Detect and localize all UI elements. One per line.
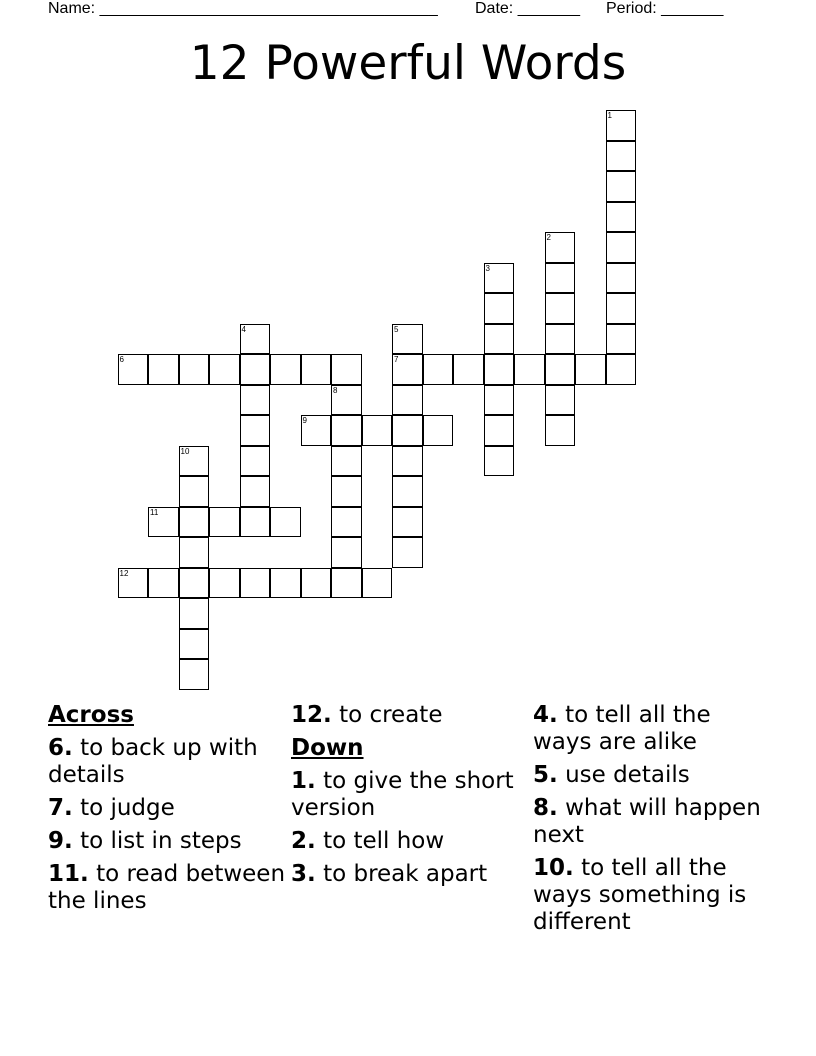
grid-cell[interactable] [240, 507, 271, 538]
grid-cell[interactable] [606, 354, 637, 385]
grid-cell[interactable] [575, 354, 606, 385]
grid-cell[interactable] [392, 537, 423, 568]
grid-cell[interactable] [240, 354, 271, 385]
grid-cell[interactable] [606, 324, 637, 355]
clue-number: 1 [607, 111, 612, 120]
grid-cell[interactable] [545, 415, 576, 446]
clue-down-1: 1. to give the short version [291, 768, 514, 821]
clue-across-11: 11. to read between the lines [48, 861, 286, 914]
grid-cell[interactable] [392, 507, 423, 538]
grid-cell[interactable] [118, 568, 149, 599]
grid-cell[interactable] [301, 354, 332, 385]
down-heading: Down [291, 735, 364, 761]
clues-column-3 [533, 702, 771, 942]
clue-across-7: 7. to judge [48, 795, 175, 821]
grid-cell[interactable] [484, 415, 515, 446]
grid-cell[interactable] [606, 202, 637, 233]
grid-cell[interactable] [179, 476, 210, 507]
clue-number: 11 [150, 507, 159, 517]
clue-number: 8 [333, 385, 338, 395]
clue-down-8: 8. what will happen next [533, 795, 761, 848]
grid-cell[interactable] [301, 415, 332, 446]
grid-cell[interactable] [514, 354, 545, 385]
grid-cell[interactable] [392, 446, 423, 477]
grid-cell[interactable] [606, 141, 637, 172]
clue-down-3: 3. to break apart [291, 861, 488, 887]
clues-column-1 [48, 702, 286, 921]
clue-across-9: 9. to list in steps [48, 828, 242, 854]
grid-cell[interactable] [545, 293, 576, 324]
clues-column-2 [291, 702, 529, 894]
clue-across-12: 12. to create [291, 702, 443, 728]
grid-cell[interactable] [484, 446, 515, 477]
grid-cell[interactable] [240, 476, 271, 507]
name-field[interactable]: Name: ______________________________________ [48, 0, 438, 17]
date-field[interactable]: Date: _______ [475, 0, 580, 17]
grid-cell[interactable] [423, 415, 454, 446]
grid-cell[interactable] [453, 354, 484, 385]
grid-cell[interactable] [179, 598, 210, 629]
grid-cell[interactable] [209, 354, 240, 385]
grid-cell[interactable] [606, 232, 637, 263]
grid-cell[interactable] [545, 354, 576, 385]
page-title: 12 Powerful Words [189, 36, 627, 91]
grid-cell[interactable] [545, 324, 576, 355]
clue-down-10: 10. to tell all the ways something is different [533, 855, 747, 935]
grid-cell[interactable] [392, 324, 423, 355]
clue-number: 3 [485, 263, 490, 273]
grid-cell[interactable] [209, 507, 240, 538]
clue-across-6: 6. to back up with details [48, 735, 258, 788]
grid-cell[interactable] [606, 171, 637, 202]
grid-cell[interactable] [606, 293, 637, 324]
grid-cell[interactable] [179, 507, 210, 538]
grid-cell[interactable] [209, 568, 240, 599]
grid-cell[interactable] [148, 354, 179, 385]
clue-number: 4 [241, 324, 246, 334]
grid-cell[interactable] [179, 568, 210, 599]
grid-cell[interactable] [179, 659, 210, 690]
grid-cell[interactable] [240, 568, 271, 599]
clue-number: 7 [394, 355, 399, 364]
period-field[interactable]: Period: _______ [606, 0, 724, 17]
grid-cell[interactable] [484, 324, 515, 355]
clue-down-2: 2. to tell how [291, 828, 445, 854]
grid-cell[interactable] [392, 415, 423, 446]
grid-cell[interactable] [392, 385, 423, 416]
grid-cell[interactable] [179, 537, 210, 568]
grid-cell[interactable] [545, 263, 576, 294]
grid-cell[interactable] [179, 629, 210, 660]
clue-number: 12 [119, 568, 129, 578]
grid-cell[interactable] [331, 476, 362, 507]
grid-cell[interactable] [148, 507, 179, 538]
grid-cell[interactable] [423, 354, 454, 385]
grid-cell[interactable] [331, 385, 362, 416]
across-heading: Across [48, 702, 134, 728]
grid-cell[interactable] [331, 537, 362, 568]
grid-cell[interactable] [606, 263, 637, 294]
grid-cell[interactable] [331, 507, 362, 538]
grid-cell[interactable] [545, 385, 576, 416]
clue-number: 2 [546, 233, 551, 242]
grid-cell[interactable] [118, 354, 149, 385]
grid-cell[interactable] [240, 446, 271, 477]
grid-cell[interactable] [392, 476, 423, 507]
grid-cell[interactable] [392, 354, 423, 385]
clue-down-5: 5. use details [533, 762, 690, 788]
grid-cell[interactable] [484, 354, 515, 385]
grid-cell[interactable] [179, 354, 210, 385]
clue-number: 10 [180, 446, 190, 456]
grid-cell[interactable] [240, 324, 271, 355]
grid-cell[interactable] [362, 568, 393, 599]
clue-number: 9 [302, 416, 307, 425]
grid-cell[interactable] [270, 354, 301, 385]
grid-cell[interactable] [331, 354, 362, 385]
clue-down-4: 4. to tell all the ways are alike [533, 702, 711, 755]
grid-cell[interactable] [331, 415, 362, 446]
grid-cell[interactable] [545, 232, 576, 263]
grid-cell[interactable] [362, 415, 393, 446]
grid-cell[interactable] [484, 263, 515, 294]
grid-cell[interactable] [270, 568, 301, 599]
grid-cell[interactable] [148, 568, 179, 599]
grid-cell[interactable] [270, 507, 301, 538]
grid-cell[interactable] [301, 568, 332, 599]
clue-number: 6 [119, 355, 124, 364]
clue-number: 5 [394, 324, 399, 334]
grid-cell[interactable] [331, 568, 362, 599]
grid-cell[interactable] [606, 110, 637, 141]
grid-cell[interactable] [240, 385, 271, 416]
grid-cell[interactable] [240, 415, 271, 446]
grid-cell[interactable] [331, 446, 362, 477]
grid-cell[interactable] [484, 385, 515, 416]
grid-cell[interactable] [484, 293, 515, 324]
grid-cell[interactable] [179, 446, 210, 477]
